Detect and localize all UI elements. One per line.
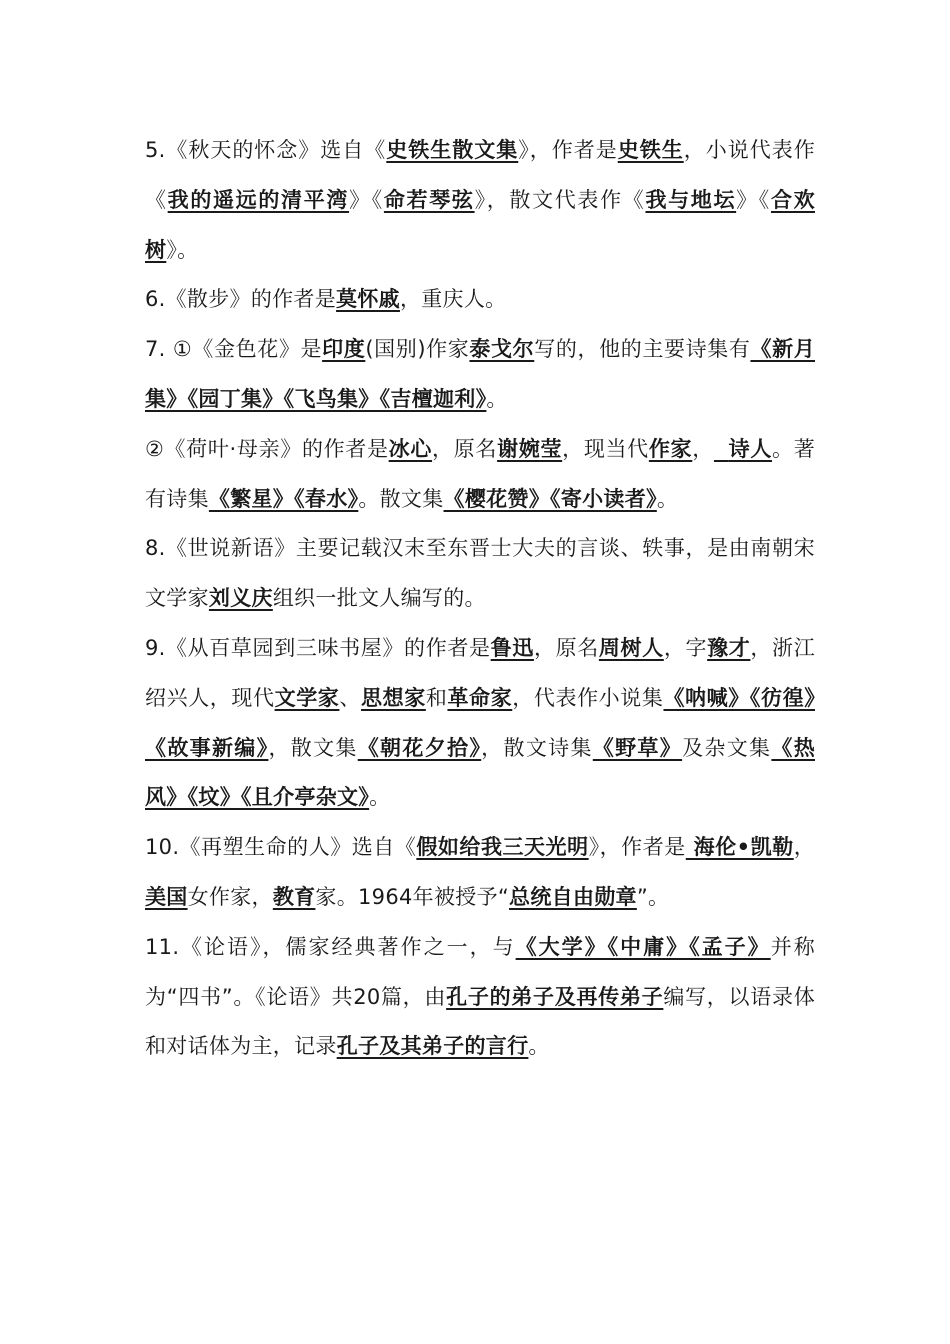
answer-text: 总统自由勋章 [509,884,637,909]
question-text: 》，作者是 [518,138,618,162]
blank-line [714,437,729,461]
answer-text: 革命家 [447,685,513,710]
question-text: ， [692,436,714,461]
answer-text: 《樱花赞》《寄小读者》 [443,486,657,511]
question-text: ， [793,835,815,860]
question-text: 编写，以语录体和对话体为主，记录 [145,984,815,1059]
question-text: ”。 [636,884,670,909]
answer-text: 我与地坛 [645,187,737,212]
question-text: ，散文诗集 [481,735,593,760]
question-item [145,524,815,624]
question-text: (国别)作家 [365,337,470,362]
question-text: 、 [339,685,362,710]
answer-text: 莫怀戚 [336,287,400,312]
question-text: ②《荷叶·母亲》的作者是 [145,436,389,461]
answer-text: 《大学》《中庸》《孟子》 [515,934,771,959]
answer-text: 谢婉莹 [497,436,563,461]
answer-text: 《野草》 [592,735,683,760]
question-text: 》，散文代表作《 [474,187,646,212]
question-text: 11.《论语》，儒家经典著作之一，与 [145,934,516,959]
question-item [145,823,815,923]
answer-text: 《繁星》《春水》 [208,486,359,511]
answer-text: 《热风》《坟》《且介亭杂文》 [145,735,815,810]
answer-text: 泰戈尔 [469,337,535,362]
question-text: 10.《再塑生命的人》选自《 [145,835,417,860]
question-text: 写的，他的主要诗集有 [534,337,751,362]
question-text: 5.《秋天的怀念》选自《 [145,138,387,162]
question-text: 并称为“四书”。《论语》共20篇，由 [145,934,815,1009]
question-text: 组织一批文人编写的。 [272,586,486,611]
question-text: 》，作者是 [588,835,686,860]
question-text: ，原名 [432,436,498,461]
question-item [145,425,815,525]
answer-text: 作家 [648,436,693,461]
answer-text: 思想家 [361,685,426,710]
question-text: 7. ①《金色花》是 [145,337,323,362]
question-item [145,126,815,275]
question-text: ，小说代表作《 [145,138,815,212]
question-text: 8.《世说新语》主要记载汉末至东晋士大夫的言谈、轶事，是由南朝宋文学家 [145,536,815,611]
question-text: ，代表作小说集 [512,685,664,710]
question-text: 。散文集 [358,486,444,511]
question-text: 家。1964年被授予“ [315,884,510,909]
answer-text: 孔子的弟子及再传弟子 [446,984,664,1009]
question-text: ，现当代 [562,436,649,461]
question-text: 和 [425,685,448,710]
answer-text: 冰心 [388,436,433,461]
document-body [145,126,815,1072]
question-item [145,275,815,325]
question-text: ，原名 [533,635,599,660]
question-text: 。 [369,785,391,810]
answer-text: 教育 [272,884,316,909]
question-text: 》《 [349,187,384,212]
answer-text: 海伦•凯勒 [685,835,794,860]
answer-text: 孔子及其弟子的言行 [336,1034,529,1059]
answer-text: 刘义庆 [208,586,273,611]
answer-text: 周树人 [598,635,664,660]
question-text: ，散文集 [268,735,358,760]
question-text: 。 [656,486,679,511]
answer-text: 假如给我三天光明 [416,835,589,860]
answer-text: 豫才 [707,635,751,660]
question-text: 》《 [736,187,771,212]
answer-text: 合欢树 [145,187,815,262]
question-text: 6.《散步》的作者是 [145,287,337,312]
question-item [145,624,815,823]
question-text: 》。 [166,237,199,262]
question-text: 。 [528,1034,550,1059]
question-text: 女作家， [187,884,273,909]
answer-text: 《呐喊》《彷徨》《故事新编》 [145,685,815,760]
answer-text: 《新月集》《园丁集》《飞鸟集》《吉檀迦利》 [145,337,816,411]
answer-text: 诗人 [728,436,773,461]
answer-text: 鲁迅 [490,635,534,660]
answer-text: 命若琴弦 [383,187,475,212]
question-text: 9.《从百草园到三味书屋》的作者是 [145,635,491,660]
answer-text: 美国 [145,884,188,909]
question-item [145,923,815,1072]
answer-text: 我的遥远的清平湾 [167,187,350,212]
question-text: 及杂文集 [682,735,772,760]
question-text: 。著有诗集 [145,436,816,511]
question-text: 。 [486,386,508,411]
answer-text: 文学家 [274,685,340,710]
answer-text: 印度 [322,337,366,362]
question-text: ，浙江绍兴人，现代 [145,635,815,710]
answer-text: 史铁生 [617,138,684,162]
answer-text: 史铁生散文集 [386,138,519,162]
question-item [145,325,815,425]
answer-text: 《朝花夕拾》 [357,735,482,760]
question-text: ，重庆人。 [399,287,507,312]
question-text: ，字 [663,635,708,660]
